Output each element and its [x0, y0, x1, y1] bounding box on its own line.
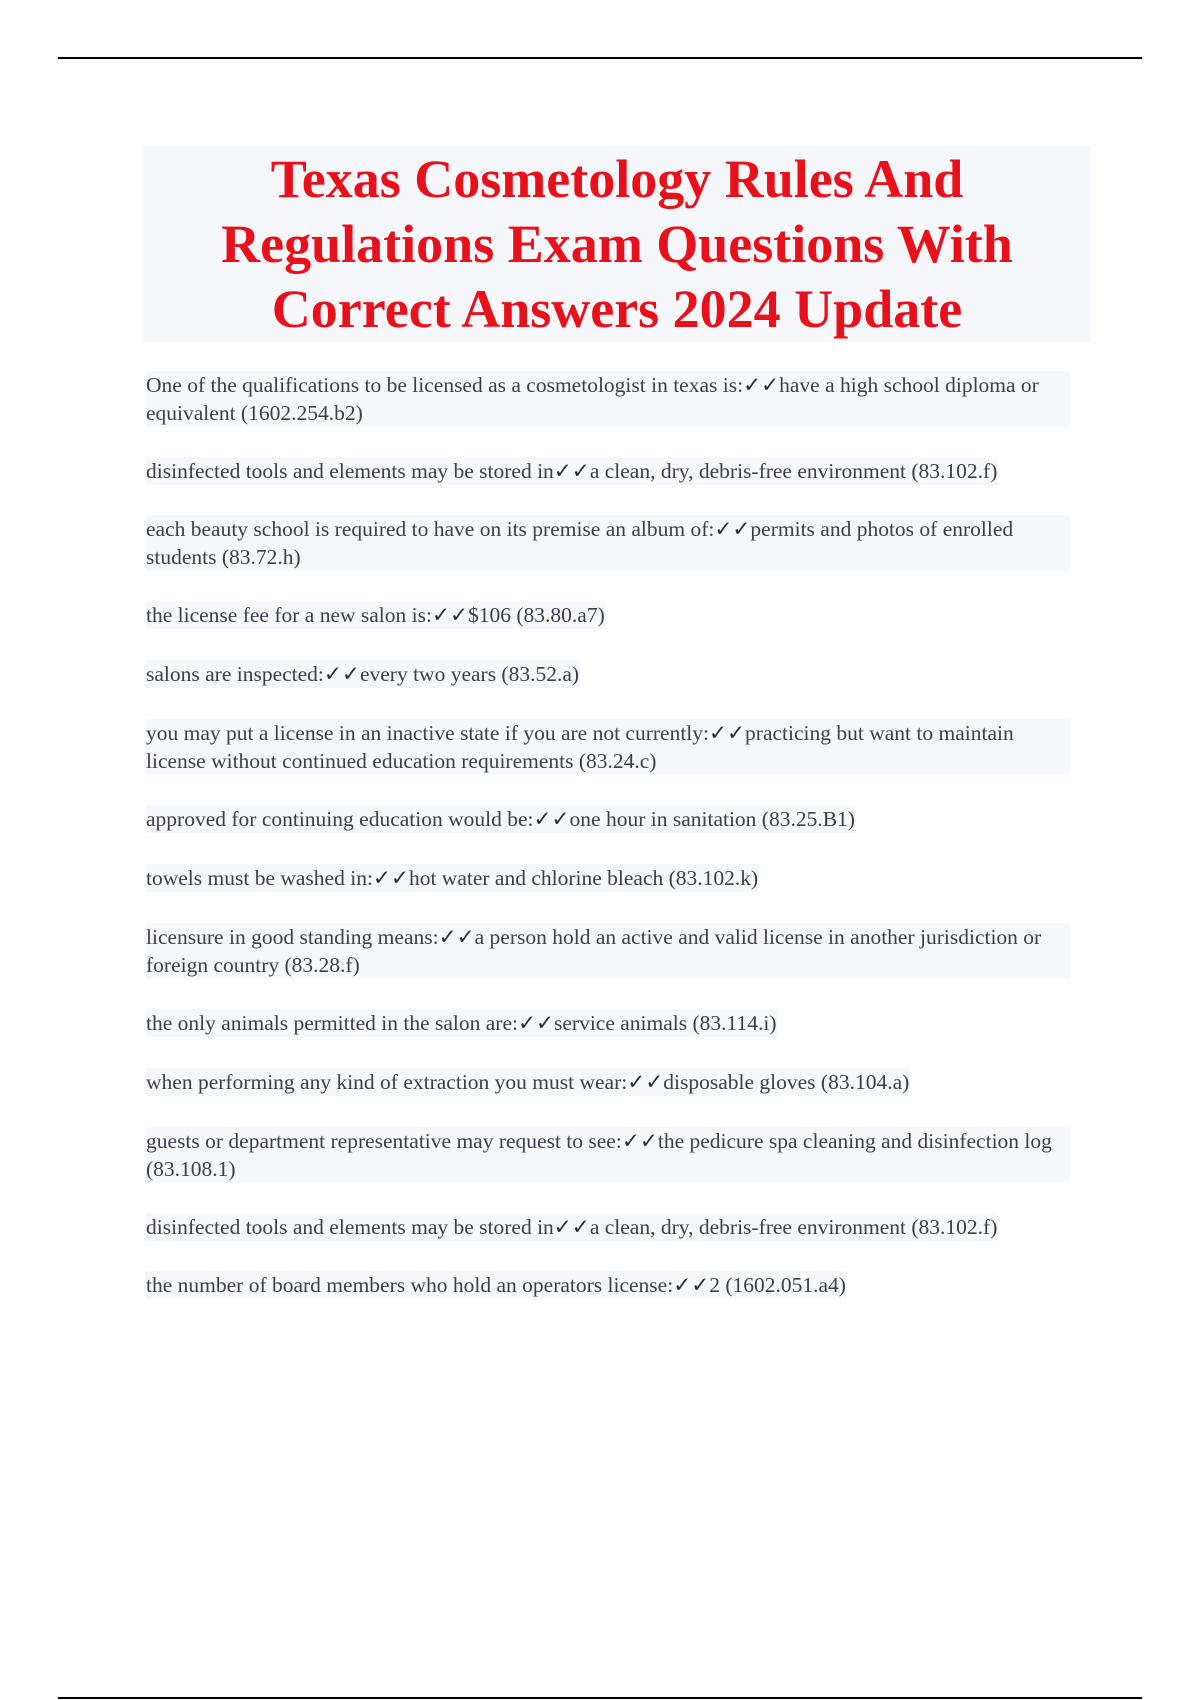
question-text: One of the qualifications to be licensed as a cosmetologist in texas is:	[146, 373, 744, 397]
question-text: the number of board members who hold an operators license:	[146, 1273, 674, 1297]
question-text: licensure in good standing means:	[146, 925, 439, 949]
question-text: approved for continuing education would be:	[146, 807, 534, 831]
question-text: each beauty school is required to have on its premise an album of:	[146, 517, 715, 541]
double-check-icon: ✓✓	[553, 459, 590, 483]
question-text: you may put a license in an inactive state if you are not currently:	[146, 721, 709, 745]
double-check-icon: ✓✓	[431, 603, 468, 627]
title-banner	[143, 146, 1091, 342]
answer-text: a person hold an active and valid license in another jurisdiction or foreign country (83.28.f)	[146, 925, 1042, 977]
answer-text: permits and photos of enrolled students (83.72.h)	[146, 517, 1014, 569]
answer-text: every two years (83.52.a)	[359, 662, 580, 686]
double-check-icon: ✓✓	[627, 1070, 664, 1094]
bottom-divider	[58, 1697, 1142, 1699]
qa-item	[145, 864, 759, 892]
double-check-icon: ✓✓	[438, 925, 475, 949]
answer-text: hot water and chlorine bleach (83.102.k)	[408, 866, 759, 890]
qa-item	[145, 371, 1070, 427]
answer-text: the pedicure spa cleaning and disinfection log (83.108.1)	[146, 1129, 1052, 1181]
answer-text: a clean, dry, debris-free environment (83.102.f)	[589, 1215, 998, 1239]
qa-item	[145, 660, 580, 688]
double-check-icon: ✓✓	[673, 1273, 710, 1297]
qa-item	[145, 1271, 847, 1299]
double-check-icon: ✓✓	[743, 373, 780, 397]
qa-list	[145, 371, 1070, 1299]
question-text: the license fee for a new salon is:	[146, 603, 432, 627]
question-text: disinfected tools and elements may be stored in	[146, 1215, 554, 1239]
answer-text: practicing but want to maintain license without continued education requirements (83.24.c)	[146, 721, 1014, 773]
double-check-icon: ✓✓	[709, 721, 746, 745]
double-check-icon: ✓✓	[323, 662, 360, 686]
answer-text: have a high school diploma or equivalent (1602.254.b2)	[146, 373, 1039, 425]
double-check-icon: ✓✓	[372, 866, 409, 890]
question-text: guests or department representative may request to see:	[146, 1129, 622, 1153]
question-text: the only animals permitted in the salon are:	[146, 1011, 518, 1035]
qa-item	[145, 1068, 910, 1096]
qa-item	[145, 515, 1070, 571]
qa-item	[145, 457, 998, 485]
double-check-icon: ✓✓	[714, 517, 751, 541]
answer-text: a clean, dry, debris-free environment (83.102.f)	[589, 459, 998, 483]
answer-text: one hour in sanitation (83.25.B1)	[569, 807, 855, 831]
qa-item	[145, 1127, 1070, 1183]
document-title: Texas Cosmetology Rules And Regulations Exam Questions With Correct Answers 2024 Update	[221, 148, 1013, 339]
question-text: salons are inspected:	[146, 662, 324, 686]
answer-text: service animals (83.114.i)	[554, 1011, 777, 1035]
double-check-icon: ✓✓	[517, 1011, 554, 1035]
qa-item	[145, 923, 1070, 979]
answer-text: $106 (83.80.a7)	[468, 603, 605, 627]
qa-item	[145, 601, 606, 629]
qa-item	[145, 805, 856, 833]
qa-item	[145, 719, 1070, 775]
question-text: disinfected tools and elements may be stored in	[146, 459, 554, 483]
qa-item	[145, 1009, 778, 1037]
double-check-icon: ✓✓	[533, 807, 570, 831]
question-text: towels must be washed in:	[146, 866, 373, 890]
answer-text: 2 (1602.051.a4)	[709, 1273, 846, 1297]
top-divider	[58, 57, 1142, 59]
answer-text: disposable gloves (83.104.a)	[663, 1070, 910, 1094]
double-check-icon: ✓✓	[621, 1129, 658, 1153]
question-text: when performing any kind of extraction you must wear:	[146, 1070, 628, 1094]
double-check-icon: ✓✓	[553, 1215, 590, 1239]
qa-item	[145, 1213, 998, 1241]
